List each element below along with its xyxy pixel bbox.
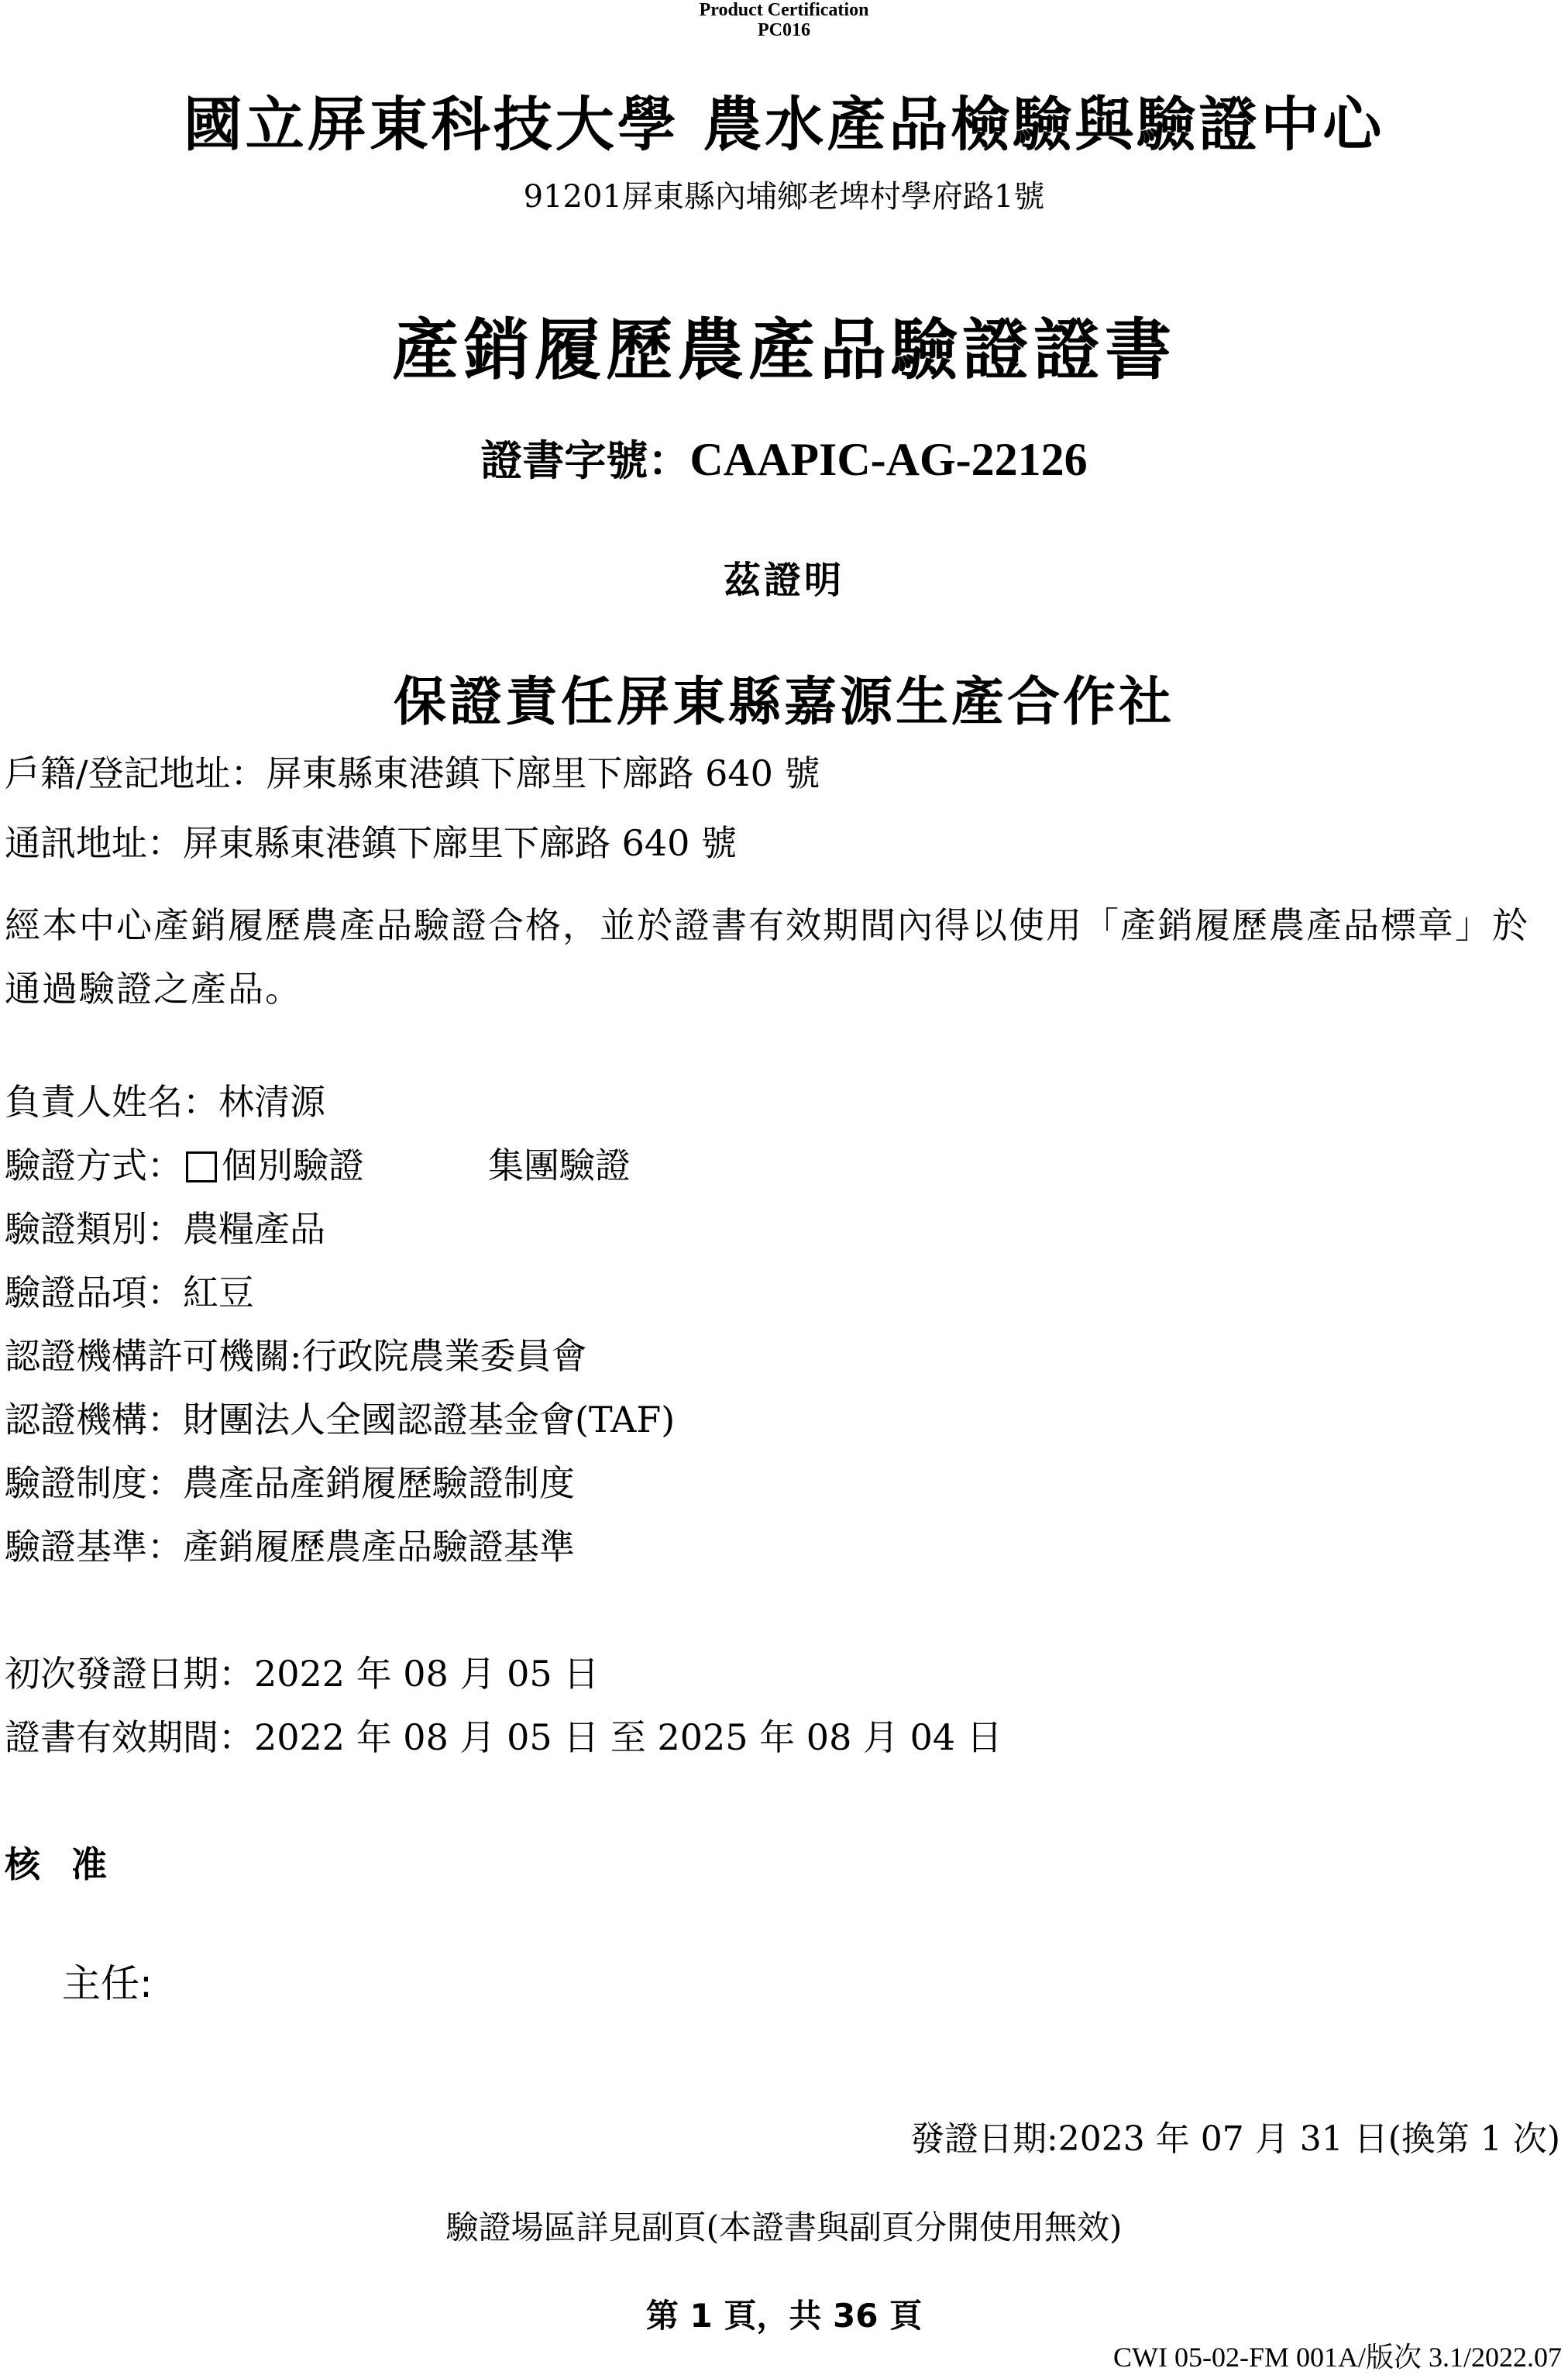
holder-name: 保證責任屏東縣嘉源生產合作社 <box>393 672 1174 733</box>
institution-name: 國立屏東科技大學 農水產品檢驗與驗證中心 <box>183 90 1385 159</box>
initial-issue-date: 初次發證日期：2022 年 08 月 05 日 <box>5 1653 600 1695</box>
hereby-text: 茲證明 <box>723 559 844 602</box>
certification-standard: 驗證基準：產銷履歷農產品驗證基準 <box>5 1526 575 1568</box>
licensing-authority: 認證機構許可機關:行政院農業委員會 <box>5 1335 587 1377</box>
method-individual-checkbox <box>186 1151 217 1182</box>
method-label: 驗證方式： <box>5 1144 183 1186</box>
mailing-address: 通訊地址：屏東縣東港鎮下廍里下廍路 640 號 <box>5 822 738 864</box>
page-info: 第 1 頁，共 36 頁 <box>645 2297 923 2335</box>
method-group-label: 集團驗證 <box>488 1144 631 1186</box>
registered-address: 戶籍/登記地址：屏東縣東港鎮下廍里下廍路 640 號 <box>5 752 820 794</box>
appendix-footnote: 驗證場區詳見副頁(本證書與副頁分開使用無效) <box>445 2208 1123 2246</box>
certification-category: 驗證類別：農糧產品 <box>5 1208 325 1250</box>
certification-statement: 經本中心產銷履歷農產品驗證合格，並於證書有效期間內得以使用「產銷履歷農產品標章」於通過驗證之產品。 <box>5 904 1529 1010</box>
certificate-number <box>0 428 1568 487</box>
program-code: PC016 <box>758 20 810 40</box>
institution-address: 91201屏東縣內埔鄉老埤村學府路1號 <box>523 179 1045 215</box>
validity-period: 證書有效期間：2022 年 08 月 05 日 至 2025 年 08 月 04 日 <box>5 1716 1002 1758</box>
issue-date: 發證日期:2023 年 07 月 31 日(換第 1 次) <box>910 2119 1560 2159</box>
certification-item: 驗證品項：紅豆 <box>5 1272 254 1313</box>
program-label: Product Certification <box>699 0 869 20</box>
certification-method <box>5 1142 631 1189</box>
accreditation-body: 認證機構：財團法人全國認證基金會(TAF) <box>5 1399 676 1440</box>
certification-scheme: 驗證制度：農產品產銷履歷驗證制度 <box>5 1462 575 1504</box>
certificate-number-value: CAAPIC-AG-22126 <box>689 434 1088 485</box>
director-signature-label: 主任: <box>62 1961 153 2006</box>
approval-label: 核准 <box>5 1843 138 1885</box>
certificate-number-label: 證書字號： <box>480 436 690 485</box>
responsible-person: 負責人姓名：林清源 <box>5 1081 325 1123</box>
form-number: CWI 05-02-FM 001A/版次 3.1/2022.07 <box>1113 2342 1562 2373</box>
certificate-title: 產銷履歷農產品驗證證書 <box>392 312 1176 389</box>
method-individual-label: 個別驗證 <box>222 1144 364 1186</box>
